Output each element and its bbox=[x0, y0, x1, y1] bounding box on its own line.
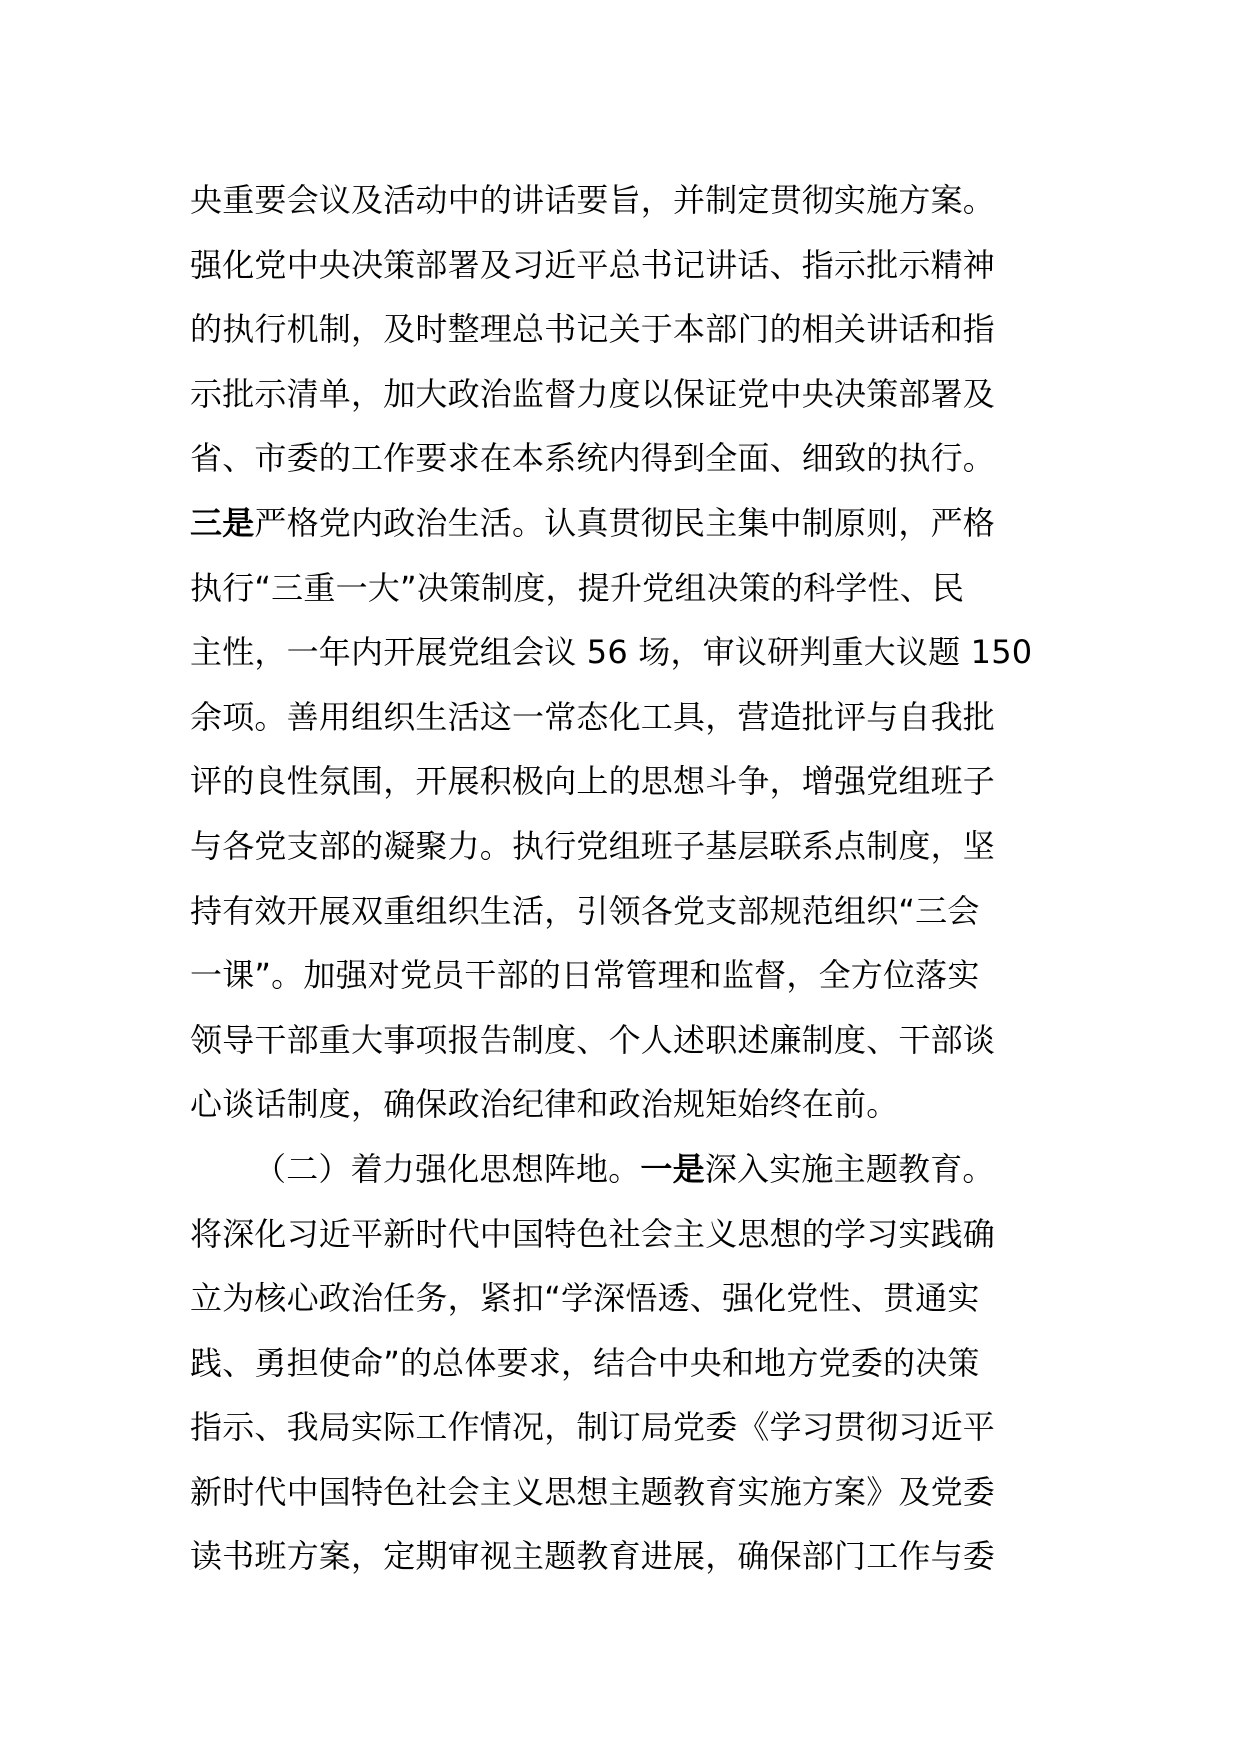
text-line bbox=[190, 1395, 1060, 1460]
text-segment: 一课”。加强对党员干部的日常管理和监督，全方位落实 bbox=[190, 956, 980, 995]
text-segment: 将深化习近平新时代中国特色社会主义思想的学习实践确 bbox=[190, 1214, 996, 1253]
text-line bbox=[190, 1072, 1060, 1137]
text-segment: 领导干部重大事项报告制度、个人述职述廉制度、干部谈 bbox=[190, 1020, 996, 1059]
text-line bbox=[190, 1008, 1060, 1073]
text-segment: 主性，一年内开展党组会议 56 场，审议研判重大议题 150 bbox=[190, 633, 1033, 672]
text-segment: 执行“三重一大”决策制度，提升党组决策的科学性、民 bbox=[190, 568, 965, 607]
text-line bbox=[190, 943, 1060, 1008]
text-segment: 评的良性氛围，开展积极向上的思想斗争，增强党组班子 bbox=[190, 762, 996, 801]
text-segment: 深入实施主题教育。 bbox=[704, 1149, 995, 1188]
text-segment: 的执行机制，及时整理总书记关于本部门的相关讲话和指 bbox=[190, 310, 996, 349]
text-line bbox=[190, 556, 1060, 621]
text-line bbox=[190, 233, 1060, 298]
text-line bbox=[190, 1137, 1060, 1202]
bold-ordinal-label: 一是 bbox=[640, 1149, 705, 1188]
text-line bbox=[190, 1266, 1060, 1331]
text-segment: 与各党支部的凝聚力。执行党组班子基层联系点制度，坚 bbox=[190, 826, 996, 865]
text-line bbox=[190, 1460, 1060, 1525]
text-line bbox=[190, 879, 1060, 944]
text-segment: 读书班方案，定期审视主题教育进展，确保部门工作与委 bbox=[190, 1537, 996, 1576]
text-line bbox=[190, 620, 1060, 685]
text-segment: 强化党中央决策部署及习近平总书记讲话、指示批示精神 bbox=[190, 245, 996, 284]
text-line bbox=[190, 491, 1060, 556]
text-segment: 指示、我局实际工作情况，制订局党委《学习贯彻习近平 bbox=[190, 1408, 996, 1447]
text-line bbox=[190, 749, 1060, 814]
text-segment: 践、勇担使命”的总体要求，结合中央和地方党委的决策 bbox=[190, 1343, 980, 1382]
text-line bbox=[190, 362, 1060, 427]
text-line bbox=[190, 814, 1060, 879]
text-line bbox=[190, 685, 1060, 750]
text-segment: 心谈话制度，确保政治纪律和政治规矩始终在前。 bbox=[190, 1085, 899, 1124]
text-line bbox=[190, 1202, 1060, 1267]
text-line bbox=[190, 297, 1060, 362]
text-segment: （二）着力强化思想阵地。 bbox=[254, 1149, 641, 1188]
bold-ordinal-label: 三是 bbox=[190, 503, 255, 542]
text-segment: 持有效开展双重组织生活，引领各党支部规范组织“三会 bbox=[190, 891, 980, 930]
text-segment: 严格党内政治生活。认真贯彻民主集中制原则，严格 bbox=[254, 503, 996, 542]
text-segment: 余项。善用组织生活这一常态化工具，营造批评与自我批 bbox=[190, 697, 996, 736]
text-line bbox=[190, 426, 1060, 491]
text-line bbox=[190, 1331, 1060, 1396]
text-line bbox=[190, 168, 1060, 233]
text-segment: 立为核心政治任务，紧扣“学深悟透、强化党性、贯通实 bbox=[190, 1279, 980, 1318]
body-text bbox=[190, 168, 1060, 1589]
text-segment: 省、市委的工作要求在本系统内得到全面、细致的执行。 bbox=[190, 439, 996, 478]
text-segment: 央重要会议及活动中的讲话要旨，并制定贯彻实施方案。 bbox=[190, 181, 996, 219]
text-segment: 示批示清单，加大政治监督力度以保证党中央决策部署及 bbox=[190, 374, 996, 413]
text-segment: 新时代中国特色社会主义思想主题教育实施方案》及党委 bbox=[190, 1472, 996, 1511]
text-line bbox=[190, 1524, 1060, 1589]
